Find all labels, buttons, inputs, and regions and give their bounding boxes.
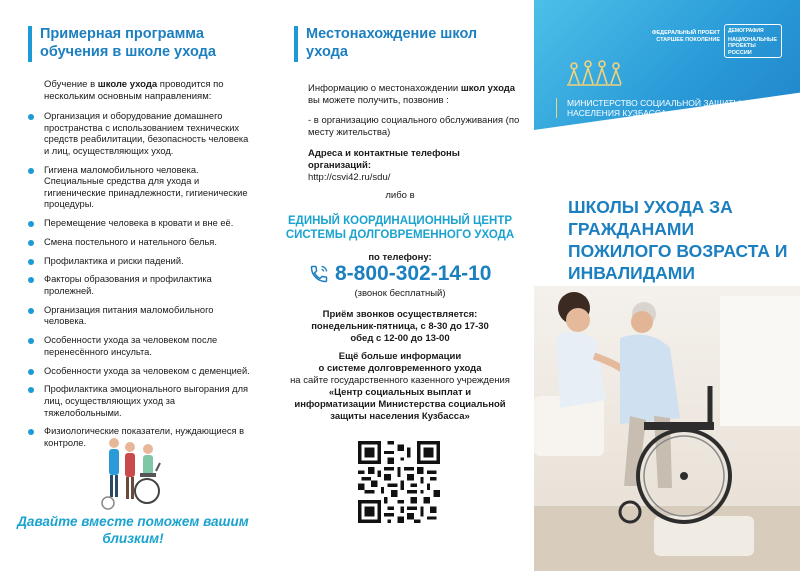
list-item [28,256,254,268]
intro-bold: школе ухода [97,79,158,90]
location-heading: Местонахождение школ ухода [306,26,478,60]
list-item-text: Физиологические показатели, нуждающиеся в контроле. [44,426,245,448]
hotline-phone[interactable]: 8-800-302-14-10 [335,262,492,285]
list-item-text: Гигиена маломобильного человека. Специальные средства для ухода и гигиенические принадлежности, гигиенические процедуры. [44,164,248,210]
list-item-text: Перемещение человека в кровати и вне её. [44,218,234,229]
national-projects-logo [724,24,782,58]
more-line: Ещё больше информации [338,351,462,362]
bullet-icon [28,277,34,283]
by-phone-label: по телефону: [368,252,432,263]
list-item-text: Профилактика и риски падений. [44,255,184,266]
bullet-icon [28,221,34,227]
bullet-icon [28,387,34,393]
national-projects-label: НАЦИОНАЛЬНЫЕ ПРОЕКТЫ РОССИИ [728,36,778,56]
institution-name: «Центр социальных выплат и информатизации Министерства социальной защиты населения Кузбасса» [294,387,506,422]
list-item-text: Особенности ухода за человеком с деменцией. [44,365,250,376]
bullet-icon [28,168,34,174]
intro-suffix: проводится по нескольким основным направлениям: [44,79,224,102]
closing-slogan: Давайте вместе поможем вашим близким! [17,514,249,546]
list-item-text: Профилактика эмоционального выгорания для лиц, осуществляющих уход за тяжелобольными. [44,384,249,418]
bullet-icon [28,338,34,344]
hours-line: обед с 12-00 до 13-00 [350,333,450,344]
bullet-icon [28,114,34,120]
addresses-block [308,148,523,184]
location-info [308,83,523,107]
coordination-center-name: ЕДИНЫЙ КООРДИНАЦИОННЫЙ ЦЕНТР СИСТЕМЫ ДОЛГОВРЕМЕННОГО УХОДА [285,215,515,241]
brochure-title: ШКОЛЫ УХОДА ЗА ГРАЖДАНАМИ ПОЖИЛОГО ВОЗРАСТА И ИНВАЛИДАМИ [568,197,788,283]
heading-accent-bar [28,26,32,62]
list-item [28,274,254,297]
hours-line: понедельник-пятница, с 8-30 до 17-30 [311,321,489,332]
addresses-label: Адреса и контактные телефоны организаций: [308,148,460,171]
demography-label: ДЕМОГРАФИЯ [728,28,764,34]
bullet-icon [28,240,34,246]
list-item-text: Факторы образования и профилактика пролежней. [44,274,212,297]
list-item-text: Особенности ухода за человеком после перенесённого инсульта. [44,335,218,357]
info-prefix: Информацию о местонахождении [308,83,461,94]
ministry-emblem-icon [564,58,624,88]
bullet-icon [28,369,34,375]
bullet-icon [28,429,34,435]
list-item [28,111,254,157]
federal-project-label: ФЕДЕРАЛЬНЫЙ ПРОЕКТ СТАРШЕЕ ПОКОЛЕНИЕ [651,30,720,43]
phone-icon [309,264,329,284]
social-org-note: - в организацию социального обслуживания (по месту жительства) [308,115,520,138]
ministry-name: МИНИСТЕРСТВО СОЦИАЛЬНОЙ ЗАЩИТЫ НАСЕЛЕНИЯ КУЗБАССА [556,98,746,118]
list-item [28,237,254,249]
list-item [28,384,254,419]
panel-location [266,0,534,571]
free-call-note: (звонок бесплатный) [354,288,446,299]
program-heading: Примерная программа обучения в школе ухода [40,26,216,60]
info-suffix: вы можете получить, позвонив : [308,95,449,106]
more-line: о системе долговременного ухода [318,363,482,374]
phone-row [266,262,534,286]
list-item-text: Организация питания маломобильного человека. [44,304,214,327]
hours-line: Приём звонков осуществляется: [322,309,478,320]
panel-program [0,0,266,571]
list-item-text: Смена постельного и нательного белья. [44,236,217,247]
list-item [28,335,254,358]
info-bold: школ ухода [460,83,516,94]
list-item-text: Организация и оборудование домашнего пространства с использованием технических средств реабилитации, безопасность человека и лиц, осуществляющих уход. [44,111,249,156]
working-hours [266,309,534,345]
heading-accent-bar [294,26,298,62]
addresses-link[interactable]: http://csvi42.ru/sdu/ [308,172,391,183]
bullet-icon [28,259,34,265]
list-item [28,165,254,211]
more-line: на сайте государственного казенного учреждения [290,375,510,386]
program-intro [44,79,254,103]
program-list [28,111,254,457]
intro-prefix: Обучение в [44,79,98,90]
either-text: либо в [385,190,415,201]
caregiver-photo [534,286,800,571]
caregivers-illustration [100,433,166,511]
qr-code[interactable] [358,441,440,523]
list-item [28,218,254,230]
bullet-icon [28,308,34,314]
panel-cover [534,0,800,571]
more-info [266,351,534,423]
list-item [28,366,254,378]
list-item [28,305,254,328]
